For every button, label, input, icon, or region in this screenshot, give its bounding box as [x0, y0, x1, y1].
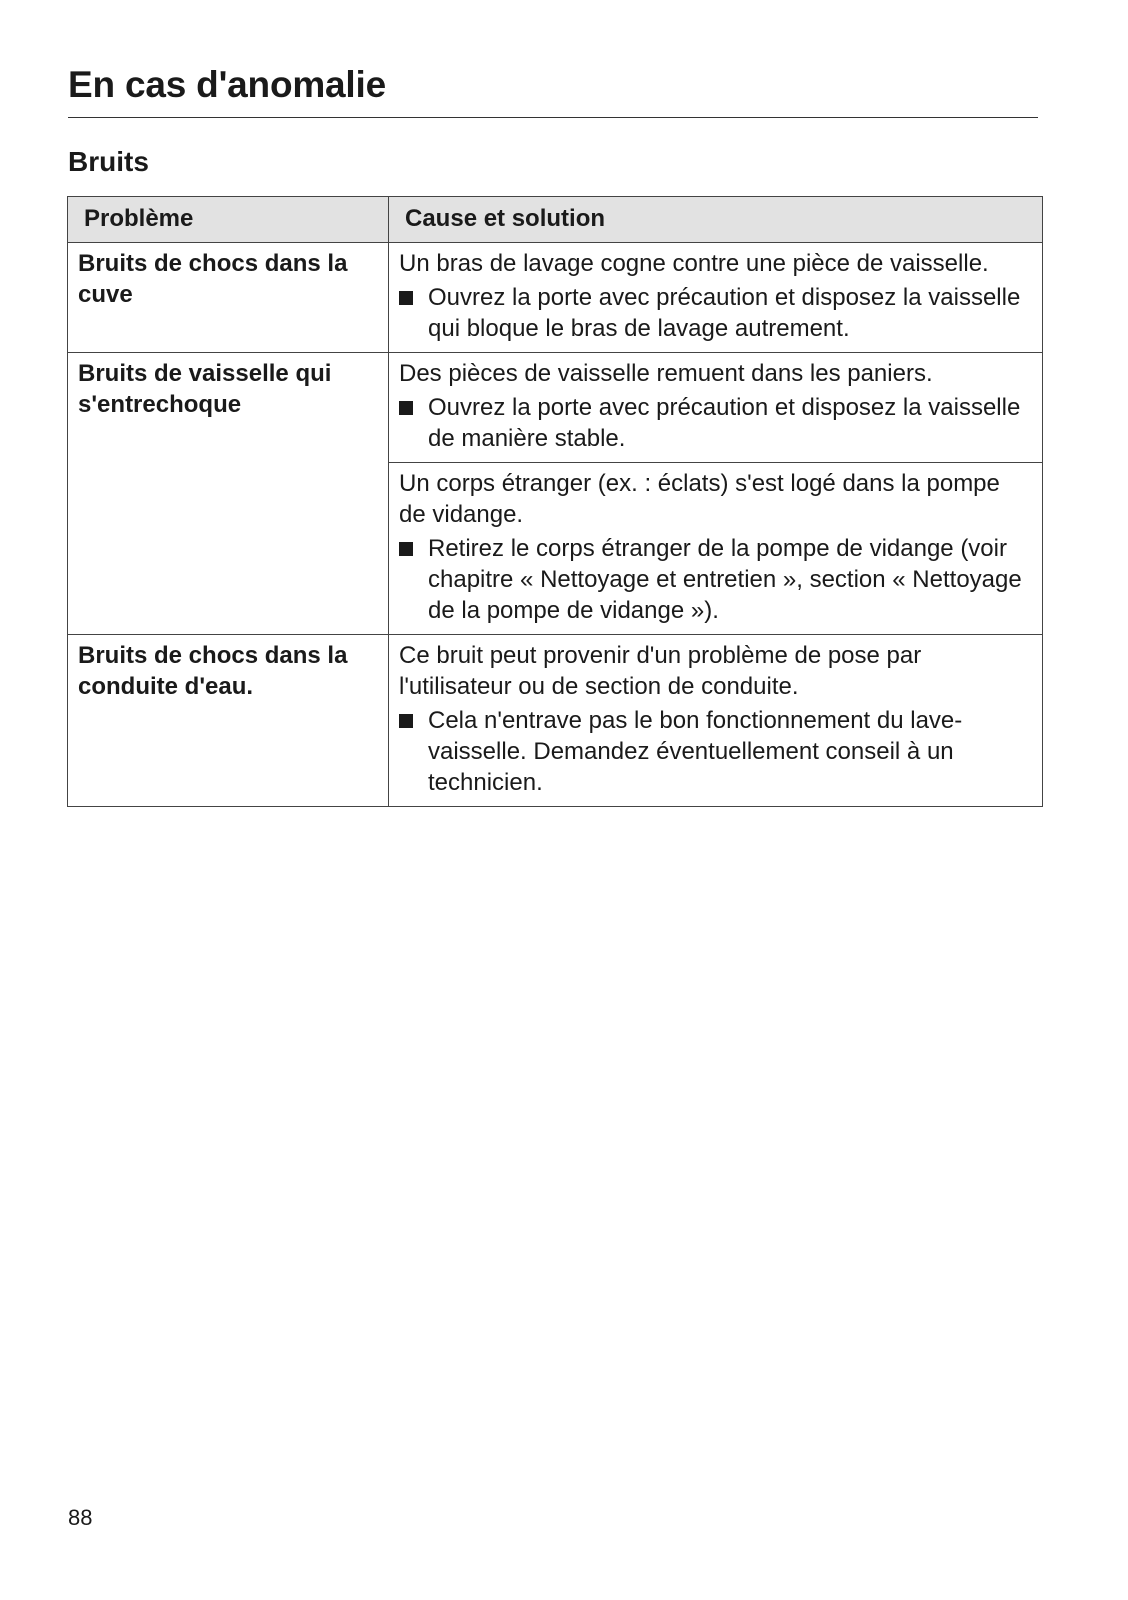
square-bullet-icon	[399, 714, 413, 728]
table-row	[68, 353, 1043, 463]
problem-text: Bruits de vaisselle qui s'entrechoque	[78, 360, 332, 418]
solution-text: Retirez le corps étranger de la pompe de vidange (voir chapitre « Nettoyage et entretien », section « Nettoyage de la pompe de vidange »).	[428, 535, 1022, 624]
square-bullet-icon	[399, 291, 413, 305]
solution-text: Ouvrez la porte avec précaution et disposez la vaisselle qui bloque le bras de lavage autrement.	[428, 284, 1021, 342]
cause-cell	[389, 463, 1043, 635]
solution-text: Cela n'entrave pas le bon fonctionnement du lave-vaisselle. Demandez éventuellement conseil à un technicien.	[428, 707, 963, 796]
solution-item	[399, 533, 1032, 626]
page-title: En cas d'anomalie	[68, 64, 386, 105]
problem-cell	[68, 353, 389, 635]
cause-text: Ce bruit peut provenir d'un problème de pose par l'utilisateur ou de section de conduite.	[399, 642, 922, 700]
problem-cell	[68, 635, 389, 807]
problem-cell	[68, 243, 389, 353]
solution-item	[399, 705, 1032, 798]
cause-text: Un bras de lavage cogne contre une pièce de vaisselle.	[399, 250, 989, 277]
table-row	[68, 635, 1043, 807]
cause-text: Un corps étranger (ex. : éclats) s'est logé dans la pompe de vidange.	[399, 470, 1000, 528]
title-divider	[68, 117, 1038, 118]
square-bullet-icon	[399, 401, 413, 415]
solution-text: Ouvrez la porte avec précaution et disposez la vaisselle de manière stable.	[428, 394, 1021, 452]
problem-text: Bruits de chocs dans la cuve	[78, 250, 348, 308]
problem-text: Bruits de chocs dans la conduite d'eau.	[78, 642, 348, 700]
table-row	[68, 243, 1043, 353]
table-header-row	[68, 197, 1043, 243]
solution-item	[399, 282, 1032, 344]
column-header-cause: Cause et solution	[389, 197, 1043, 243]
cause-cell	[389, 353, 1043, 463]
cause-cell	[389, 635, 1043, 807]
page-number: 88	[68, 1505, 93, 1530]
solution-item	[399, 392, 1032, 454]
column-header-problem: Problème	[68, 197, 389, 243]
cause-cell	[389, 243, 1043, 353]
cause-text: Des pièces de vaisselle remuent dans les paniers.	[399, 360, 933, 387]
section-title: Bruits	[68, 146, 149, 177]
troubleshooting-table	[67, 196, 1043, 807]
square-bullet-icon	[399, 542, 413, 556]
